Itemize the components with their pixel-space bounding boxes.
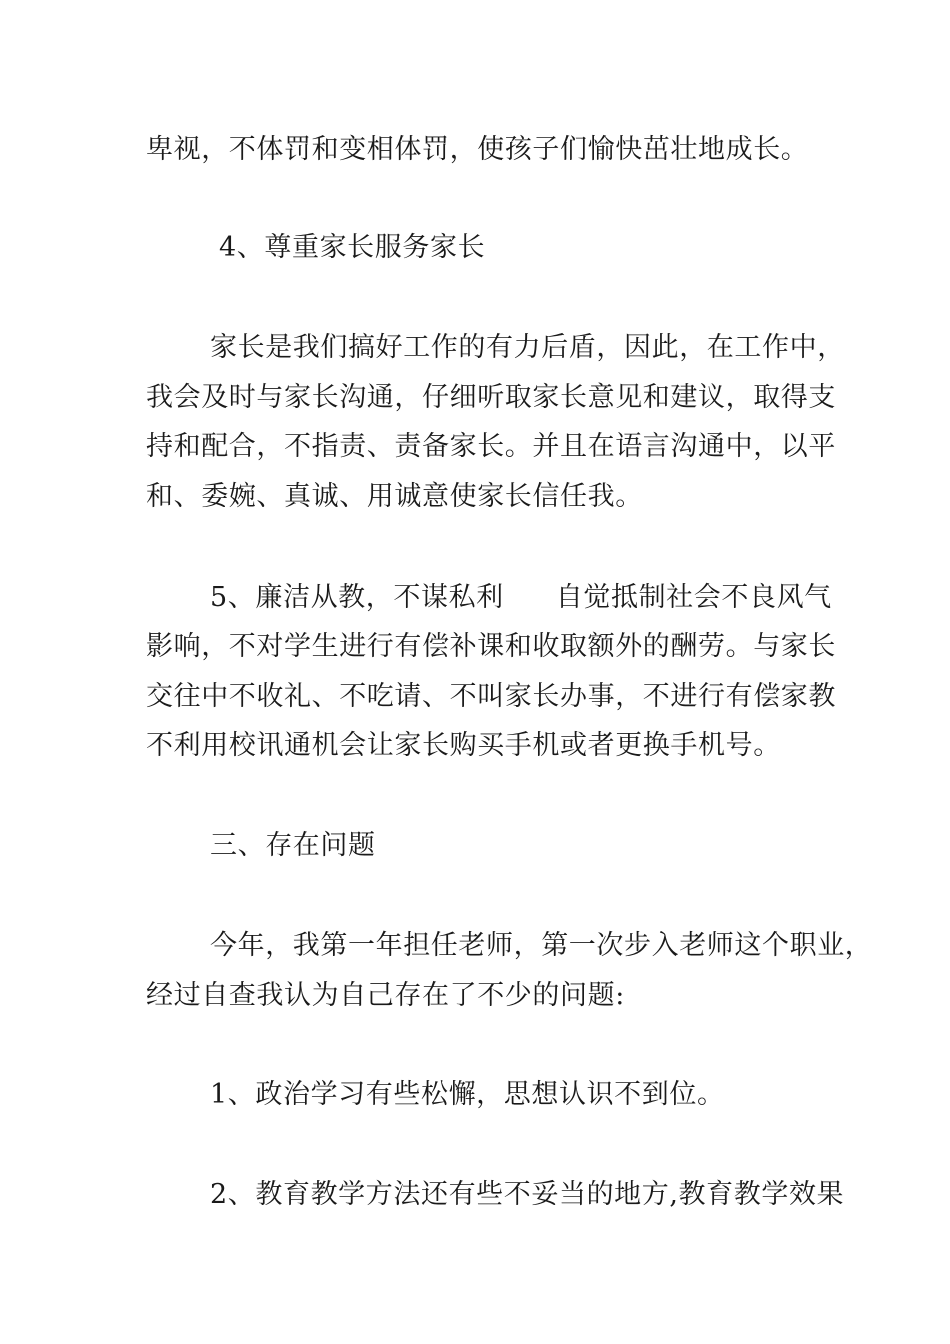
list-item-2: 2、教育教学方法还有些不妥当的地方,教育教学效果	[210, 1179, 845, 1210]
list-item-1: 1、政治学习有些松懈，思想认识不到位。	[210, 1079, 725, 1110]
paragraph-line: 交往中不收礼、不吃请、不叫家长办事，不进行有偿家教	[146, 681, 836, 712]
paragraph-line: 今年，我第一年担任老师，第一次步入老师这个职业，	[210, 930, 873, 961]
section-heading-5	[210, 581, 832, 615]
paragraph-line: 卑视，不体罚和变相体罚，使孩子们愉快茁壮地成长。	[146, 134, 809, 165]
paragraph-line: 家长是我们搞好工作的有力后盾，因此，在工作中，	[210, 332, 845, 363]
heading-text: 5、廉洁从教，不谋私利	[210, 582, 504, 613]
paragraph-line: 持和配合，不指责、责备家长。并且在语言沟通中，以平	[146, 431, 836, 462]
section-heading-4: 4、尊重家长服务家长	[219, 232, 486, 263]
paragraph-line: 经过自查我认为自己存在了不少的问题:	[146, 980, 625, 1011]
heading-continuation: 自觉抵制社会不良风气	[555, 582, 832, 613]
paragraph-line: 影响，不对学生进行有偿补课和收取额外的酬劳。与家长	[146, 631, 836, 662]
paragraph-line: 我会及时与家长沟通，仔细听取家长意见和建议，取得支	[146, 382, 836, 413]
section-heading-3: 三、存在问题	[210, 830, 376, 861]
paragraph-line: 不利用校讯通机会让家长购买手机或者更换手机号。	[146, 730, 781, 761]
paragraph-line: 和、委婉、真诚、用诚意使家长信任我。	[146, 481, 643, 512]
